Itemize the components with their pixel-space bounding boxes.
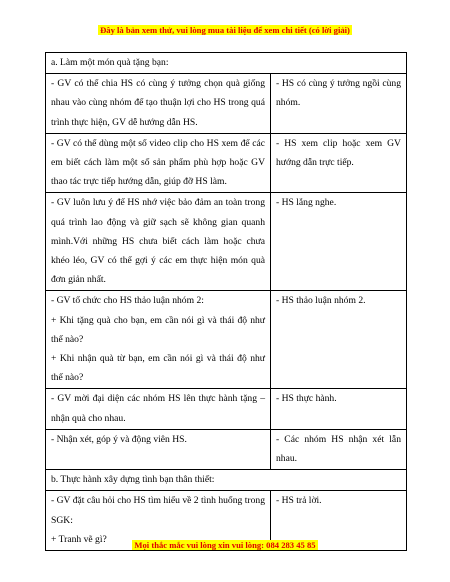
student-activity: - HS có cùng ý tưởng ngồi cùng nhóm.: [271, 74, 407, 134]
table-row: [46, 429, 407, 469]
student-activity: - HS thực hành.: [271, 389, 407, 429]
teacher-line: + Tranh vẽ gì?: [51, 533, 107, 545]
section-heading-a: a. Làm một món quà tặng bạn:: [46, 53, 407, 74]
student-activity: - HS trả lời.: [271, 491, 407, 551]
table-row: [46, 193, 407, 291]
table-row: [46, 291, 407, 389]
section-row-a: [46, 53, 407, 74]
teacher-line: - GV tổ chức cho HS thảo luận nhóm 2:: [51, 295, 204, 307]
teacher-activity: - GV mời đại diện các nhóm HS lên thực hành tặng – nhận quà cho nhau.: [46, 389, 271, 429]
teacher-activity: - GV luôn lưu ý để HS nhớ việc bảo đảm an toàn trong quá trình lao động và giữ sạch sẽ không gian quanh mình.Với những HS chưa biết cách làm hoặc chưa khéo léo, GV có thể gợi ý các em thực hiện món quà đơn giản nhất.: [46, 193, 271, 291]
teacher-line: + Khi tặng quà cho bạn, em cần nói gì và thái độ như thế nào?: [51, 314, 265, 345]
section-heading-b: b. Thực hành xây dựng tình bạn thân thiết:: [46, 470, 407, 491]
student-activity: - HS thảo luận nhóm 2.: [271, 291, 407, 389]
preview-notice-text: Đây là bản xem thử, vui lòng mua tài liệu để xem chi tiết (có lời giải): [100, 25, 350, 35]
table-row: [46, 74, 407, 134]
preview-notice: [0, 25, 450, 35]
lesson-table: [45, 52, 407, 551]
student-activity: - Các nhóm HS nhận xét lẫn nhau.: [271, 429, 407, 469]
table-row: [46, 133, 407, 193]
teacher-activity: - GV có thể dùng một số video clip cho HS xem để các em biết cách làm một số sản phẩm phù hợp hoặc GV thao tác trực tiếp hướng dẫn, giúp đỡ HS làm.: [46, 133, 271, 193]
teacher-activity: - GV có thể chia HS có cùng ý tưởng chọn quà giống nhau vào cùng nhóm để tạo thuận lợi cho HS trong quá trình thực hiện, GV dễ hướng dẫn HS.: [46, 74, 271, 134]
section-row-b: [46, 470, 407, 491]
teacher-activity: - Nhận xét, góp ý và động viên HS.: [46, 429, 271, 469]
student-activity: - HS xem clip hoặc xem GV hướng dẫn trực tiếp.: [271, 133, 407, 193]
table-row: [46, 389, 407, 429]
contact-notice: [0, 540, 450, 550]
contact-notice-text: Mọi thắc mắc vui lòng xin vui lòng: 084 283 45 85: [134, 540, 316, 550]
teacher-line: + Khi nhận quà từ bạn, em cần nói gì và thái độ như thế nào?: [51, 353, 265, 384]
teacher-line: - GV đặt câu hỏi cho HS tìm hiểu về 2 tình huống trong SGK:: [51, 495, 265, 526]
teacher-activity: [46, 291, 271, 389]
student-activity: - HS lắng nghe.: [271, 193, 407, 291]
